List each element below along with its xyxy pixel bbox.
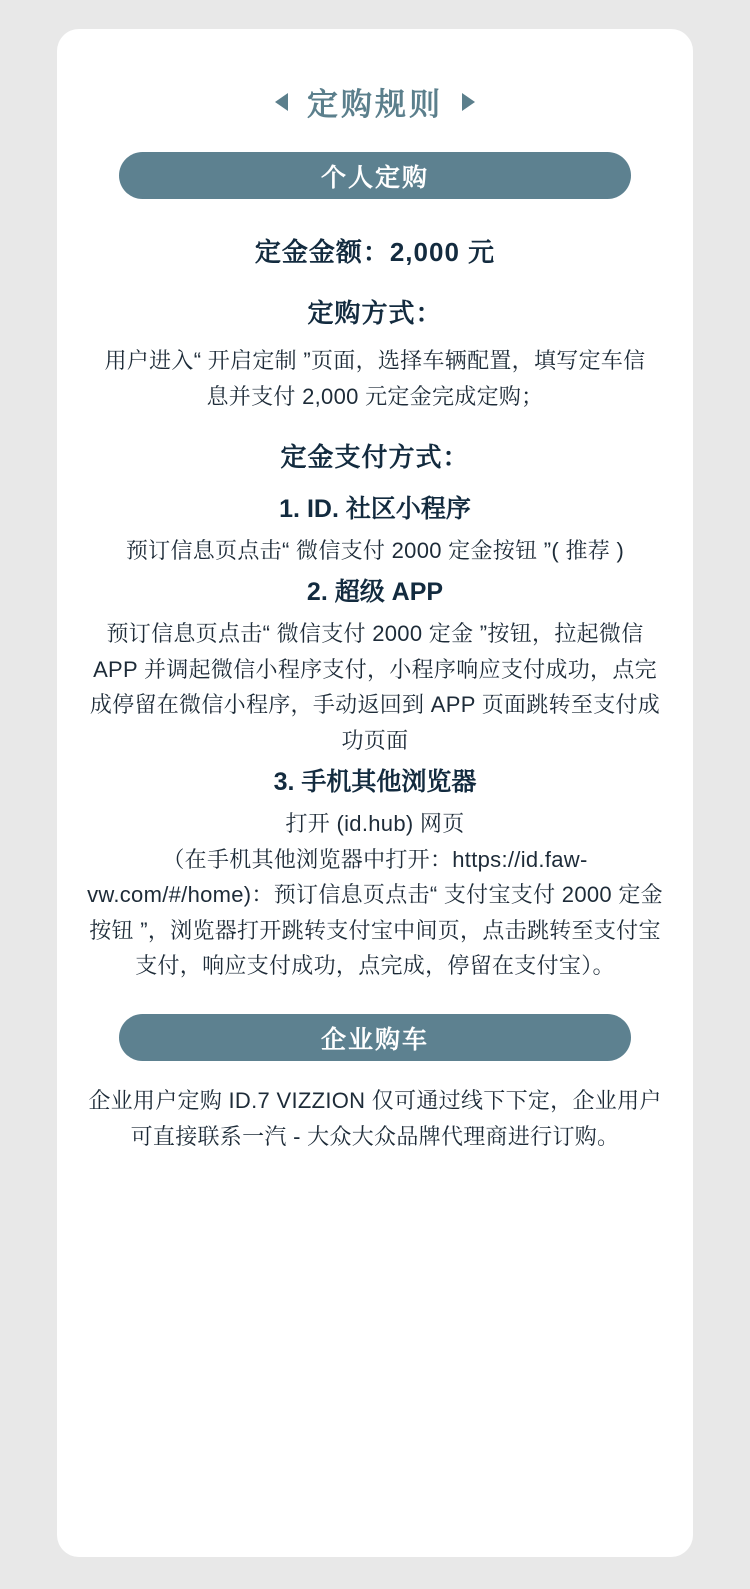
order-method-title: 定购方式： bbox=[307, 298, 443, 328]
page-title: 定购规则 bbox=[307, 87, 443, 122]
order-method-body: 用户进入“ 开启定制 ”页面，选择车辆配置，填写定车信息并支付 2,000 元定金完成定购； bbox=[104, 348, 646, 409]
payment-item-3-body-line2: （在手机其他浏览器中打开：https://id.faw-vw.com/#/home)：预订信息页点击“ 支付宝支付 2000 定金按钮 ”，浏览器打开跳转支付宝中间页，点击跳转至支付宝支付，响应支付成功，点完成，停留在支付宝）。 bbox=[87, 846, 663, 979]
payment-item-3-body-line1: 打开 (id.hub) 网页 bbox=[285, 810, 465, 836]
page-title-row bbox=[275, 79, 475, 124]
triangle-left-icon bbox=[275, 93, 288, 111]
rules-card bbox=[57, 29, 693, 1557]
triangle-right-icon bbox=[462, 93, 475, 111]
enterprise-body: 企业用户定购 ID.7 VIZZION 仅可通过线下下定，企业用户可直接联系一汽 - 大众大众品牌代理商进行订购。 bbox=[88, 1088, 662, 1149]
section-banner-enterprise: 企业购车 bbox=[119, 1014, 631, 1061]
payment-item-1-title: 1. ID. 社区小程序 bbox=[279, 495, 471, 524]
section-banner-personal: 个人定购 bbox=[119, 152, 631, 199]
payment-method-title: 定金支付方式： bbox=[280, 442, 470, 473]
payment-item-3-title: 3. 手机其他浏览器 bbox=[273, 768, 477, 797]
deposit-amount: 定金金额：2,000 元 bbox=[254, 237, 496, 267]
payment-item-2-body: 预订信息页点击“ 微信支付 2000 定金 ”按钮，拉起微信 APP 并调起微信小程序支付，小程序响应支付成功，点完成停留在微信小程序，手动返回到 APP 页面跳转至支付成功页面 bbox=[89, 620, 661, 753]
payment-item-2-title: 2. 超级 APP bbox=[306, 578, 444, 607]
payment-item-1-body: 预订信息页点击“ 微信支付 2000 定金按钮 ”( 推荐 ) bbox=[125, 537, 625, 563]
